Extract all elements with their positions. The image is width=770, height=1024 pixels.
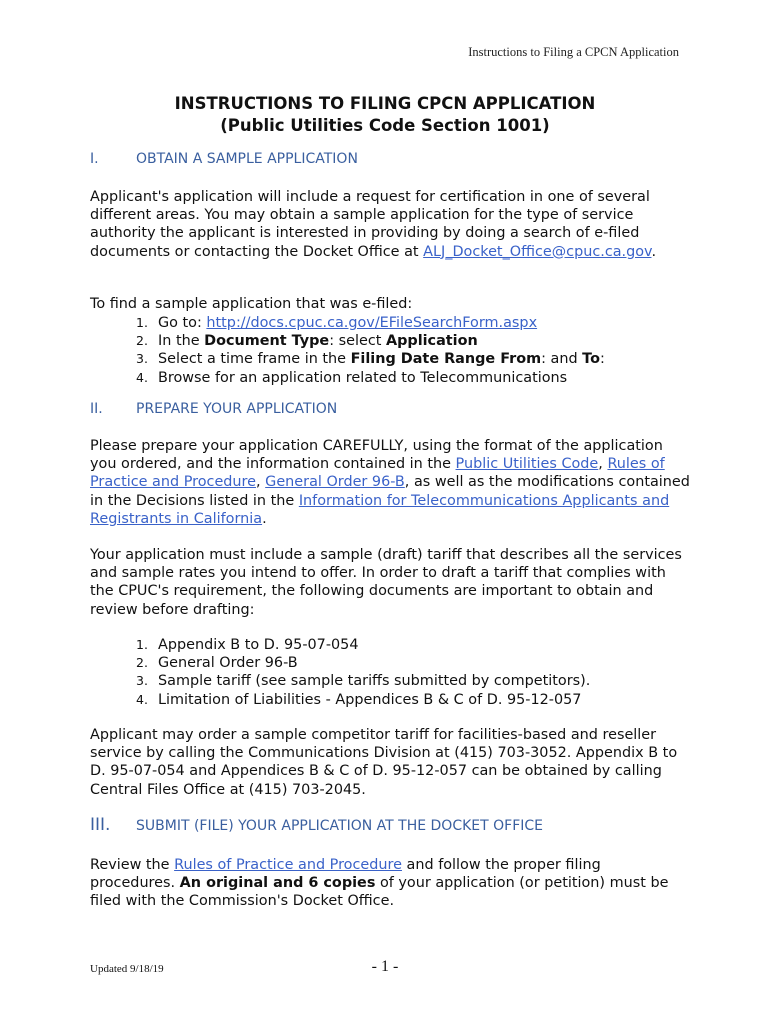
telecom-applicants-info-link[interactable]: Information for Telecommunications Applicants and Registrants in California <box>90 492 670 527</box>
list-text-bold: Document Type <box>204 333 330 350</box>
list-number: 1. <box>136 637 148 652</box>
section-3-heading <box>90 815 543 835</box>
list-number: 3. <box>136 351 148 367</box>
rules-of-practice-link-2[interactable]: Rules of Practice and Procedure <box>174 857 402 873</box>
list-text: Browse for an application related to Telecommunications <box>158 369 568 386</box>
section-2-paragraph-1 <box>90 437 690 528</box>
list-item <box>136 332 605 350</box>
rules-of-practice-link[interactable]: Rules of Practice and Procedure <box>90 456 665 491</box>
list-number: 4. <box>136 369 148 385</box>
paragraph-text: of your application (or petition) must be filed with the Commission's Docket Office. <box>90 875 669 910</box>
list-text-bold: Filing Date Range From <box>350 351 542 368</box>
updated-date: Updated 9/18/19 <box>90 963 164 975</box>
list-text: : select <box>329 333 386 350</box>
general-order-96b-link[interactable]: General Order 96-B <box>265 474 405 491</box>
efile-search-link[interactable]: http://docs.cpuc.ca.gov/EFileSearchForm.aspx <box>206 315 538 331</box>
title-line-1: INSTRUCTIONS TO FILING CPCN APPLICATION <box>174 94 596 113</box>
section-1-heading <box>90 151 358 167</box>
section-2-number: II. <box>90 401 103 417</box>
list-item <box>136 636 590 654</box>
list-text-bold: To <box>582 351 600 368</box>
list-text-bold: Application <box>385 333 478 350</box>
paragraph-text: , as well as the modifications contained in the Decisions listed in the <box>90 474 690 509</box>
list-item <box>136 672 590 690</box>
list-item <box>136 350 605 368</box>
section-1-paragraph-2: To find a sample application that was e-filed: <box>90 296 413 312</box>
section-3-paragraph-1 <box>90 856 690 911</box>
paragraph-text: and follow the proper filing procedures. <box>90 857 601 892</box>
section-2-heading <box>90 401 337 417</box>
running-header: Instructions to Filing a CPCN Application <box>468 45 679 59</box>
paragraph-text-bold: An original and 6 copies <box>179 875 376 892</box>
section-3-title: SUBMIT (FILE) YOUR APPLICATION AT THE DOCKET OFFICE <box>136 818 544 834</box>
paragraph-text: . <box>651 243 657 260</box>
section-2-title: PREPARE YOUR APPLICATION <box>136 401 338 417</box>
paragraph-text: Applicant's application will include a request for certification in one of several different areas. You may obtain a sample application for the type of service authority the applicant is interested in providing by doing a search of e-filed documents or contacting the Docket Office at <box>90 189 650 260</box>
title-line-2: (Public Utilities Code Section 1001) <box>220 116 550 135</box>
list-text: In the <box>158 333 205 350</box>
section-1-paragraph-1 <box>90 188 690 261</box>
list-text: Go to: <box>158 315 207 331</box>
paragraph-text: Review the <box>90 857 175 873</box>
paragraph-text: , <box>256 474 266 491</box>
paragraph-text: Please prepare your application CAREFULLY, using the format of the application you ordered, and the information contained in the <box>90 438 663 473</box>
section-2-paragraph-2: Your application must include a sample (draft) tariff that describes all the services and sample rates you intend to offer. In order to draft a tariff that complies with the CPUC's requirement, the following documents are important to obtain and review before drafting: <box>90 547 682 618</box>
section-3-number: III. <box>90 815 111 835</box>
paragraph-text: , <box>598 456 608 473</box>
list-item <box>136 691 590 709</box>
list-number: 4. <box>136 691 148 707</box>
section-1-title: OBTAIN A SAMPLE APPLICATION <box>136 151 358 167</box>
required-documents-list <box>136 636 590 709</box>
list-item <box>136 369 605 387</box>
list-text: Appendix B to D. 95-07-054 <box>158 637 359 653</box>
list-text: Select a time frame in the <box>158 351 351 368</box>
list-text: Limitation of Liabilities - Appendices B & C of D. 95-12-057 <box>158 691 582 708</box>
public-utilities-code-link[interactable]: Public Utilities Code <box>455 456 599 473</box>
page-number: - 1 - <box>371 958 399 975</box>
list-text: Sample tariff (see sample tariffs submitted by competitors). <box>158 673 591 690</box>
list-text: : and <box>541 351 583 368</box>
efile-steps-list <box>136 314 605 387</box>
list-number: 1. <box>136 315 148 330</box>
section-2-paragraph-3: Applicant may order a sample competitor tariff for facilities-based and reseller service by calling the Communications Division at (415) 703-3052. Appendix B to D. 95-07-054 and Appendices B & C of D. 95-12-057 can be obtained by calling Central Files Office at (415) 703-2045. <box>90 727 678 798</box>
document-title <box>0 93 770 137</box>
list-number: 3. <box>136 673 148 689</box>
docket-email-link[interactable]: ALJ_Docket_Office@cpuc.ca.gov <box>423 243 652 260</box>
list-text: General Order 96-B <box>158 655 298 672</box>
section-1-number: I. <box>90 151 99 167</box>
list-number: 2. <box>136 333 148 349</box>
list-number: 2. <box>136 655 148 671</box>
list-item <box>136 314 605 332</box>
list-item <box>136 654 590 672</box>
list-text: : <box>599 351 605 368</box>
paragraph-text: . <box>262 510 267 527</box>
